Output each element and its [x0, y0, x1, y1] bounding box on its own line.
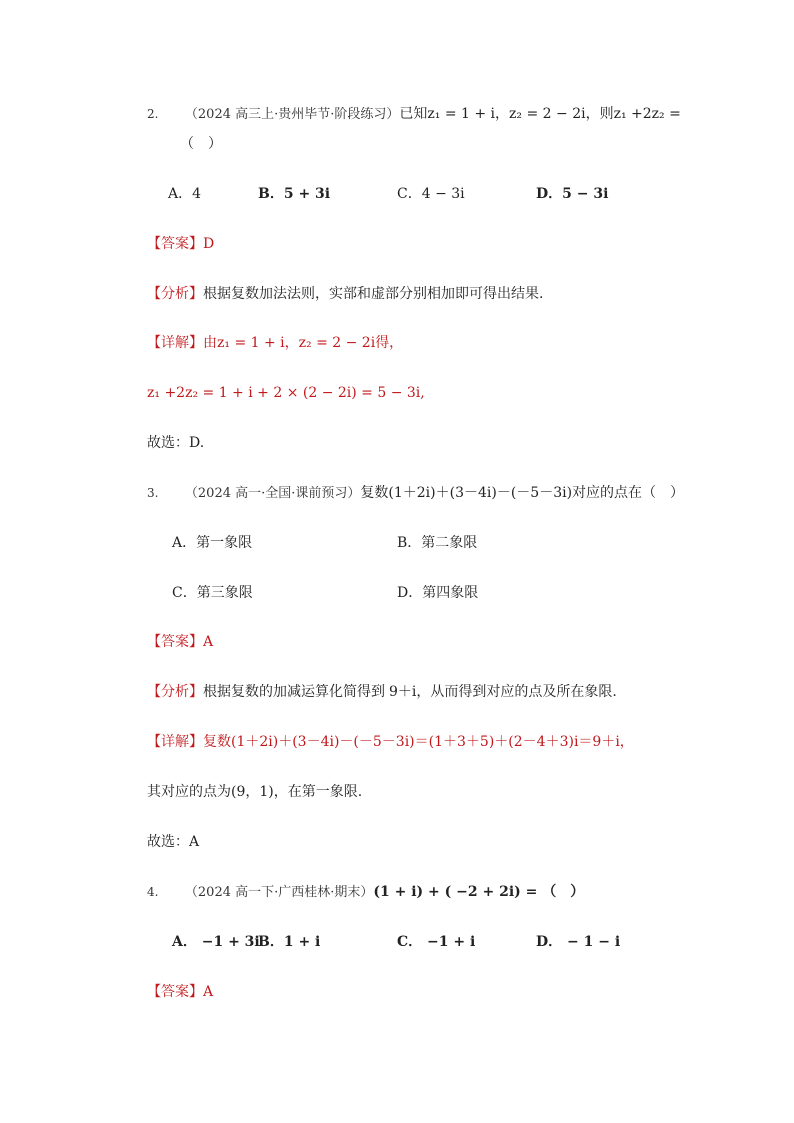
conclusion-line: 故选：A	[147, 834, 200, 850]
answer-value: D	[203, 236, 215, 252]
option-d: D．第四象限	[397, 585, 479, 601]
answer-value: A	[203, 984, 214, 1000]
question-number: 3.	[147, 486, 159, 500]
answer-line	[147, 632, 213, 652]
option-c: C． −1 + i	[397, 934, 476, 950]
question-4-stem	[147, 882, 584, 903]
analysis-tag: 【分析】	[147, 286, 203, 302]
option-c: C．4 − 3i	[397, 186, 465, 202]
point-line: 其对应的点为(9，1)，在第一象限.	[147, 784, 363, 800]
detail-text: 复数(1＋2i)＋(3－4i)－(－5－3i)＝(1＋3＋5)＋(2－4＋3)i＝9＋i，	[203, 734, 634, 750]
calculation-line: z₁ +2z₂ = 1 + i + 2 × (2 − 2i) = 5 − 3i,	[147, 385, 425, 401]
formula-expr: z₁ +2z₂ =	[613, 106, 681, 122]
conclusion-line: 故选：D.	[147, 435, 205, 451]
analysis-text: 根据复数加法法则，实部和虚部分别相加即可得出结果.	[203, 286, 544, 302]
detail-line	[147, 333, 403, 353]
answer-line	[147, 234, 214, 254]
question-number: 2.	[147, 107, 159, 121]
question-source: （2024 高一·全国·课前预习）	[184, 486, 361, 501]
separator: ，	[495, 106, 510, 122]
question-source: （2024 高三上·贵州毕节·阶段练习）	[184, 107, 400, 122]
detail-tag: 【详解】	[147, 335, 203, 351]
detail-text: 得，	[375, 335, 404, 351]
detail-formula: z₁ = 1 + i，z₂ = 2 − 2i	[217, 335, 376, 351]
answer-value: A	[203, 634, 214, 650]
stem-formula: (1 + i) + ( −2 + 2i) = （ ）	[373, 884, 585, 900]
option-d: D．5 − 3i	[536, 186, 609, 202]
detail-tag: 【详解】	[147, 734, 203, 750]
question-2-stem	[147, 104, 681, 125]
analysis-tag: 【分析】	[147, 684, 203, 700]
analysis-text: ，从而得到对应的点及所在象限.	[416, 684, 617, 700]
detail-text: 由	[203, 335, 217, 351]
option-b: B．1 + i	[258, 934, 321, 950]
question-number: 4.	[147, 885, 159, 899]
question-source: （2024 高一下·广西桂林·期末）	[184, 885, 374, 900]
option-d: D． − 1 − i	[536, 934, 621, 950]
analysis-value: 9＋i	[389, 684, 417, 700]
answer-line	[147, 982, 213, 1002]
answer-tag: 【答案】	[147, 984, 203, 1000]
option-b: B．第二象限	[397, 535, 478, 551]
stem-text: 已知	[399, 106, 428, 122]
stem-text: 复数(1＋2i)＋(3－4i)－(－5－3i)对应的点在（ ）	[360, 485, 685, 501]
analysis-line	[147, 682, 617, 702]
analysis-text: 根据复数的加减运算化简得到	[203, 684, 385, 700]
option-a: A．4	[168, 186, 202, 202]
question-3-stem	[147, 483, 684, 504]
option-a: A．第一象限	[172, 535, 253, 551]
answer-tag: 【答案】	[147, 236, 203, 252]
formula-z2: z₂ = 2 − 2i	[509, 106, 586, 122]
option-a: A． −1 + 3i	[172, 934, 260, 950]
detail-line	[147, 732, 634, 752]
analysis-line	[147, 284, 543, 304]
option-b: B．5 + 3i	[258, 186, 331, 202]
formula-z1: z₁ = 1 + i	[427, 106, 496, 122]
option-c: C．第三象限	[172, 585, 253, 601]
question-2-paren: （ ）	[180, 136, 222, 152]
answer-tag: 【答案】	[147, 634, 203, 650]
stem-text: ，则	[585, 106, 614, 122]
